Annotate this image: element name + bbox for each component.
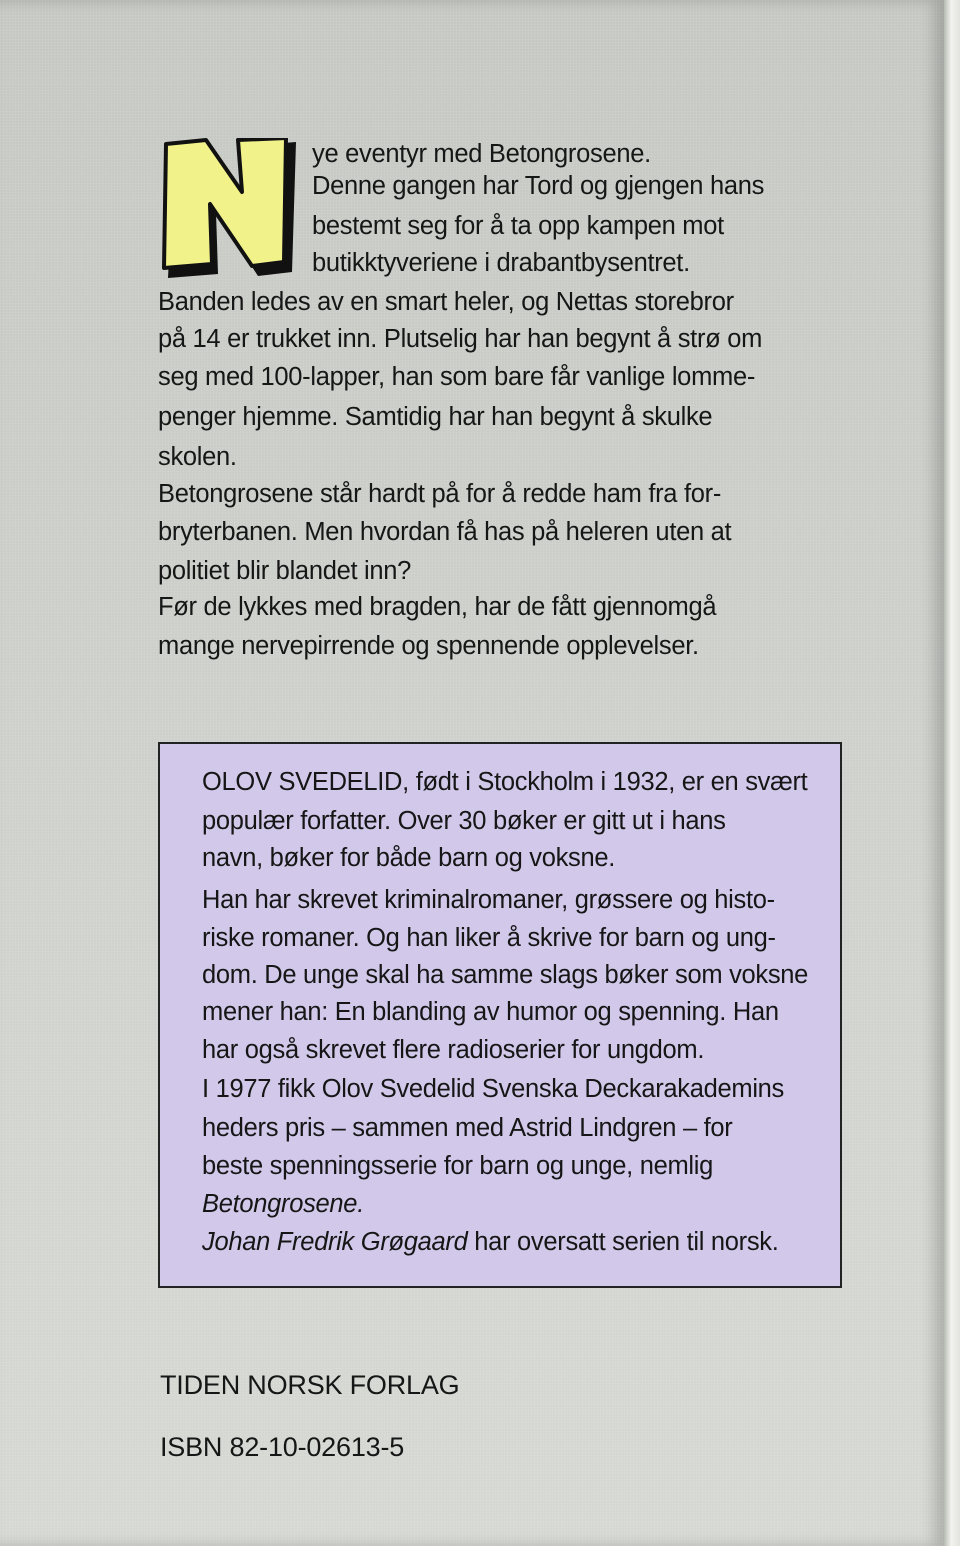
synopsis-line: ye eventyr med Betongrosene. [312,140,651,168]
synopsis-line: på 14 er trukket inn. Plutselig har han begynt å strø om [158,325,763,353]
synopsis-line: Banden ledes av en smart heler, og Nettas storebror [158,288,734,316]
author-info-box [158,742,842,1288]
synopsis-line: penger hjemme. Samtidig har han begynt å skulke [158,403,713,431]
synopsis-line: mange nervepirrende og spennende opplevelser. [158,632,699,660]
page-edge [944,0,960,1546]
author-info-line: dom. De unge skal ha samme slags bøker som voksne [202,961,809,989]
isbn-number: ISBN 82-10-02613-5 [160,1432,405,1462]
synopsis-line: seg med 100-lapper, han som bare får vanlige lomme- [158,363,756,391]
author-info-line: OLOV SVEDELID, født i Stockholm i 1932, er en svært [202,768,808,796]
synopsis-line: skolen. [158,443,237,471]
author-info-line: riske romaner. Og han liker å skrive for barn og ung- [202,924,776,952]
translator-name: Johan Fredrik Grøgaard [202,1228,468,1256]
author-info-line: populær forfatter. Over 30 bøker er gitt ut i hans [202,807,726,835]
series-title: Betongrosene. [202,1190,364,1218]
synopsis-line: Denne gangen har Tord og gjengen hans [312,172,765,200]
synopsis-line: politiet blir blandet inn? [158,557,412,585]
publisher-name: TIDEN NORSK FORLAG [160,1370,460,1400]
author-info-line: Han har skrevet kriminalromaner, grøssere og histo- [202,886,775,914]
synopsis-line: bestemt seg for å ta opp kampen mot [312,212,724,240]
drop-cap-letter-icon [160,138,300,278]
author-info-line: navn, bøker for både barn og voksne. [202,844,616,872]
synopsis-line: Før de lykkes med bragden, har de fått gjennomgå [158,593,717,621]
synopsis-line: bryterbanen. Men hvordan få has på heleren uten at [158,518,732,546]
author-info-line: mener han: En blanding av humor og spenning. Han [202,998,779,1026]
author-info-line: beste spenningsserie for barn og unge, nemlig [202,1152,714,1180]
author-info-line: I 1977 fikk Olov Svedelid Svenska Deckarakademins [202,1075,785,1103]
author-info-line: heders pris – sammen med Astrid Lindgren – for [202,1114,733,1142]
author-info-line: har også skrevet flere radioserier for ungdom. [202,1036,705,1064]
translator-text: har oversatt serien til norsk. [467,1228,779,1256]
translator-line [202,1228,779,1257]
synopsis-line: Betongrosene står hardt på for å redde ham fra for- [158,480,722,508]
synopsis-line: butikktyveriene i drabantbysentret. [312,249,690,277]
